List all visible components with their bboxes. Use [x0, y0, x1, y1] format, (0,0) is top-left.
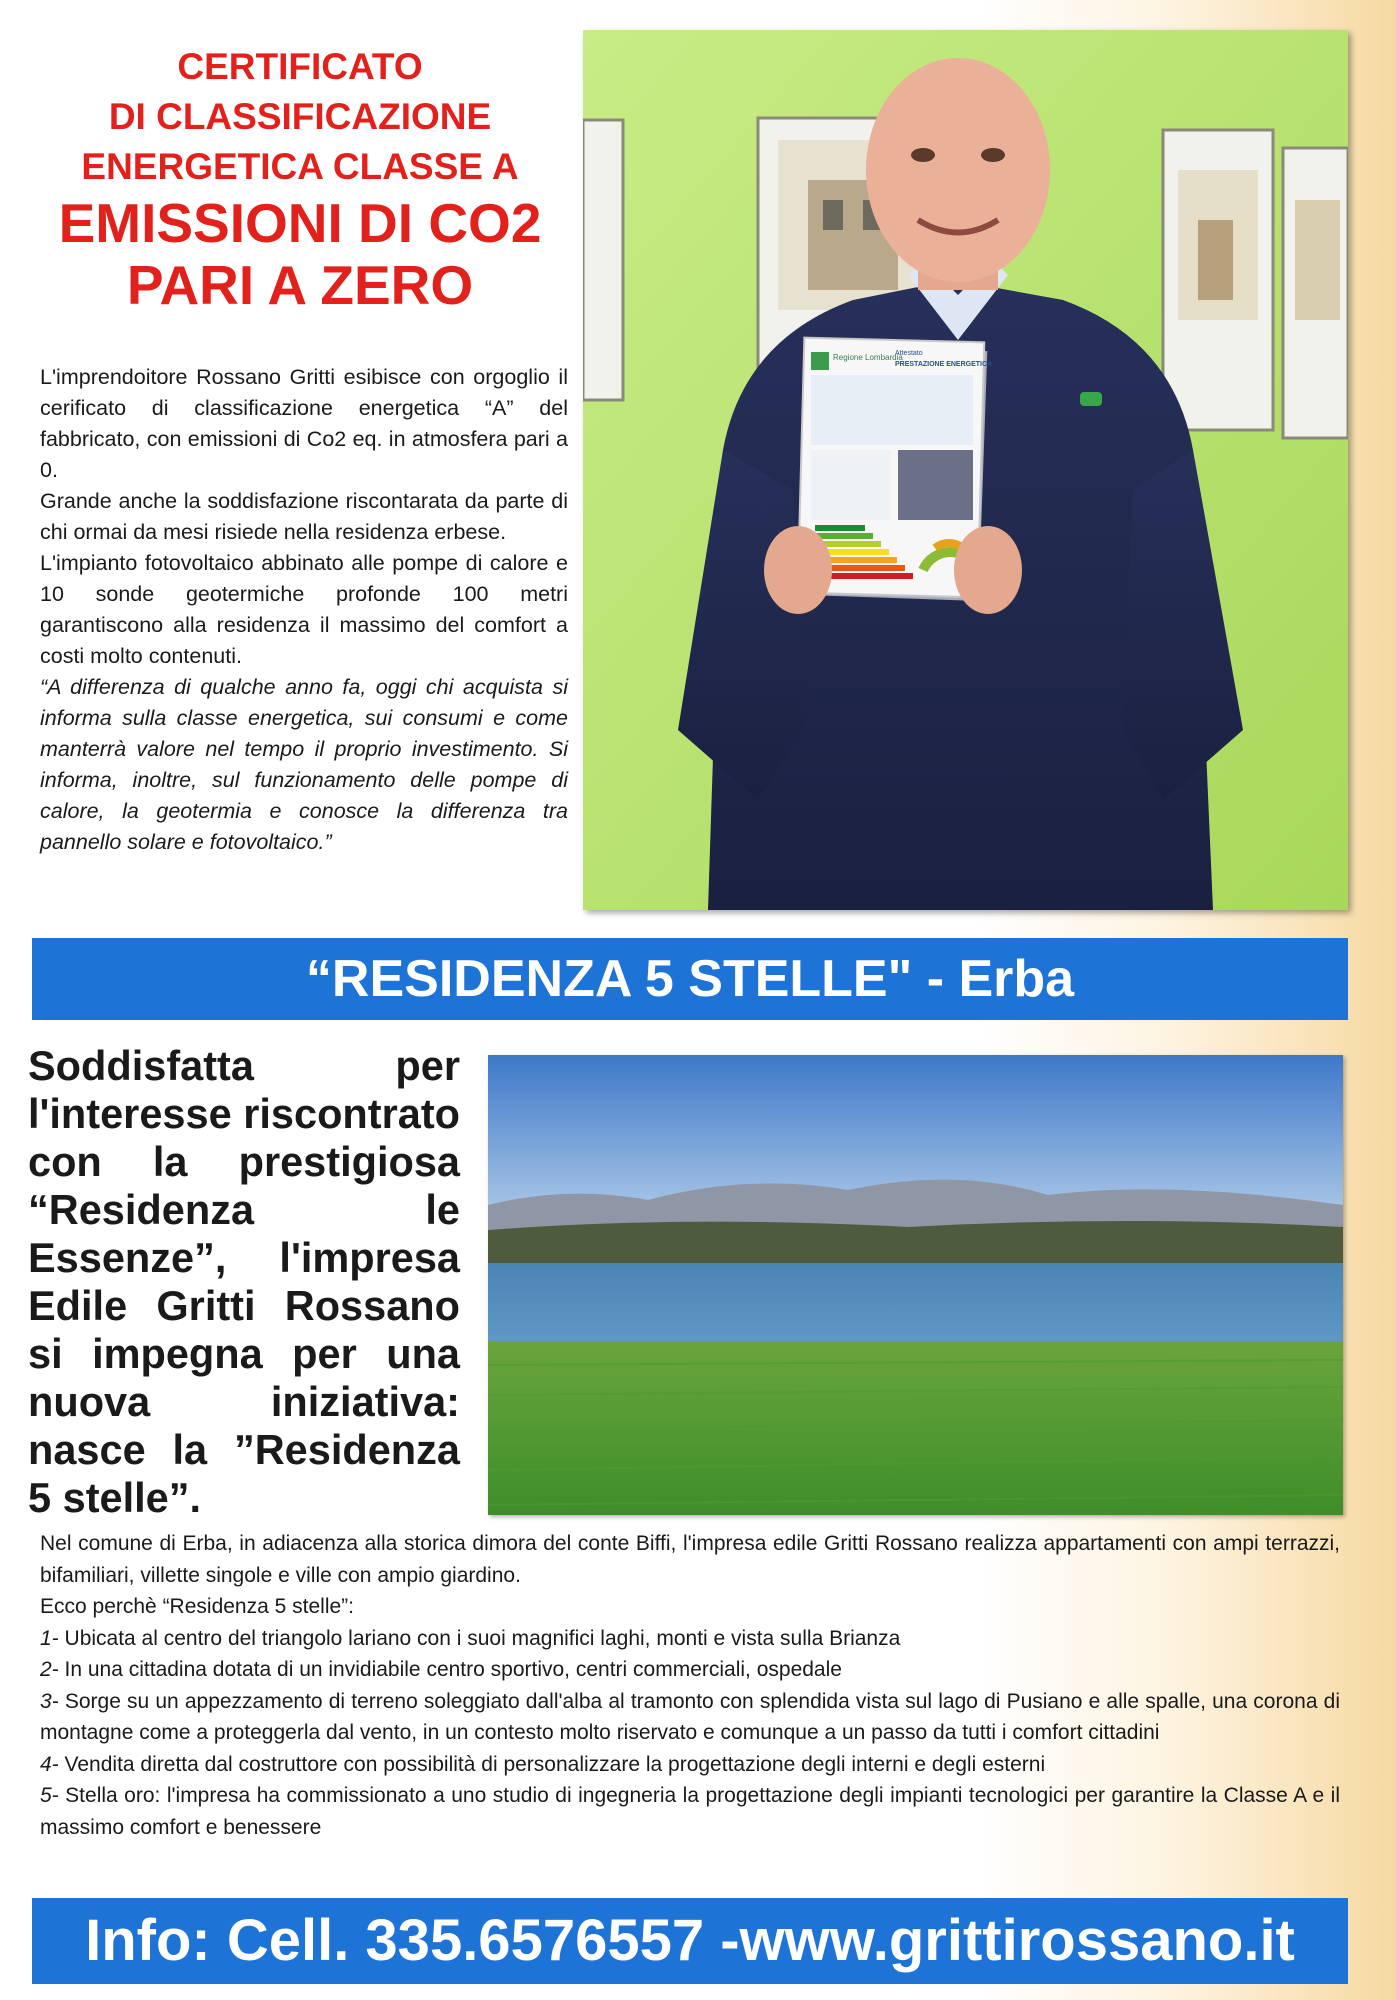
intro-paragraph: Grande anche la soddisfazione riscontarata da parte di chi ormai da mesi risiede nella residenza erbese.	[40, 489, 568, 544]
lake-landscape-photo	[488, 1055, 1343, 1515]
body-why: Ecco perchè “Residenza 5 stelle”:	[40, 1595, 354, 1618]
list-item-number: 4-	[40, 1752, 59, 1776]
headline-line: CERTIFICATO	[177, 46, 423, 87]
list-item-text: In una cittadina dotata di un invidiabile centro sportivo, centri commerciali, ospedale	[58, 1658, 842, 1681]
headline-line: ENERGETICA CLASSE A	[81, 146, 519, 187]
body-intro: Nel comune di Erba, in adiacenza alla storica dimora del conte Biffi, l'impresa edile Gritti Rossano realizza appartamenti con ampi terrazzi, bifamiliari, villette singole e ville con ampio giardino.	[40, 1532, 1340, 1587]
list-item-text: Stella oro: l'impresa ha commissionato a uno studio di ingegneria la progettazione degli impianti tecnologici per garantire la Classe A e il massimo comfort e benessere	[40, 1784, 1340, 1839]
lake-landscape-illustration	[488, 1055, 1343, 1515]
list-item-number: 3-	[40, 1689, 59, 1713]
intro-paragraph: L'impianto fotovoltaico abbinato alle pompe di calore e 10 sonde geotermiche profonde 100 metri garantiscono alla residenza il massimo del comfort a costi molto contenuti.	[40, 551, 568, 668]
intro-article	[40, 362, 568, 858]
wall-frame	[1283, 148, 1348, 438]
body-text	[40, 1528, 1340, 1843]
list-item	[40, 1686, 1340, 1749]
certificate-small-title: Attestato	[895, 350, 923, 357]
intro-paragraph: L'imprendoitore Rossano Gritti esibisce con orgoglio il cerificato di classificazione energetica “A” del fabbricato, con emissioni di Co2 eq. in atmosfera pari a 0.	[40, 365, 568, 482]
list-item-number: 5-	[40, 1784, 59, 1807]
lead-paragraph: Soddisfatta per l'interesse riscontrato con la prestigiosa “Residenza le Essenze”, l'impresa Edile Gritti Rossano si impegna per una nuova iniziativa: nasce la ”Residenza 5 stelle”.	[28, 1042, 460, 1521]
intro-quote: “A differenza di qualche anno fa, oggi chi acquista si informa sulla classe energetica, sui consumi e come manterrà valore nel tempo il proprio investimento. Si informa, inoltre, sul funzionamento delle pompe di calore, la geotermia e conosce la differenza tra pannello solare e fotovoltaico.”	[40, 675, 568, 854]
title-banner: “RESIDENZA 5 STELLE" - Erba	[32, 938, 1348, 1020]
entrepreneur-photo	[583, 30, 1348, 910]
headline-emphasis: PARI A ZERO	[126, 254, 474, 316]
list-item-text: Ubicata al centro del triangolo lariano con i suoi magnifici laghi, monti e vista sulla Brianza	[58, 1626, 901, 1650]
list-item	[40, 1623, 1340, 1655]
contact-info-banner: Info: Cell. 335.6576557 -www.grittirossano.it	[32, 1898, 1348, 1984]
list-item-text: Sorge su un appezzamento di terreno soleggiato dall'alba al tramonto con splendida vista sul lago di Pusiano e alle spalle, una corona di montagne come a proteggerla dal vento, in un contesto molto riservato e comunque a un passo da tutti i comfort cittadini	[40, 1689, 1340, 1744]
wall-frame	[1163, 130, 1273, 430]
list-item-text: Vendita diretta dal costruttore con possibilità di personalizzare la progettazione degli interni e degli esterni	[58, 1752, 1046, 1776]
certificate-region: Regione Lombardia	[833, 353, 903, 362]
headline	[40, 42, 560, 316]
list-item-number: 2-	[40, 1658, 59, 1681]
certificate-title: PRESTAZIONE ENERGETICA	[895, 361, 993, 368]
entrepreneur-illustration	[583, 30, 1348, 910]
list-item	[40, 1749, 1340, 1781]
headline-line: DI CLASSIFICAZIONE	[108, 96, 492, 137]
list-item-number: 1-	[40, 1626, 59, 1650]
list-item	[40, 1780, 1340, 1843]
headline-emphasis: EMISSIONI DI CO2	[58, 192, 542, 254]
list-item	[40, 1654, 1340, 1686]
